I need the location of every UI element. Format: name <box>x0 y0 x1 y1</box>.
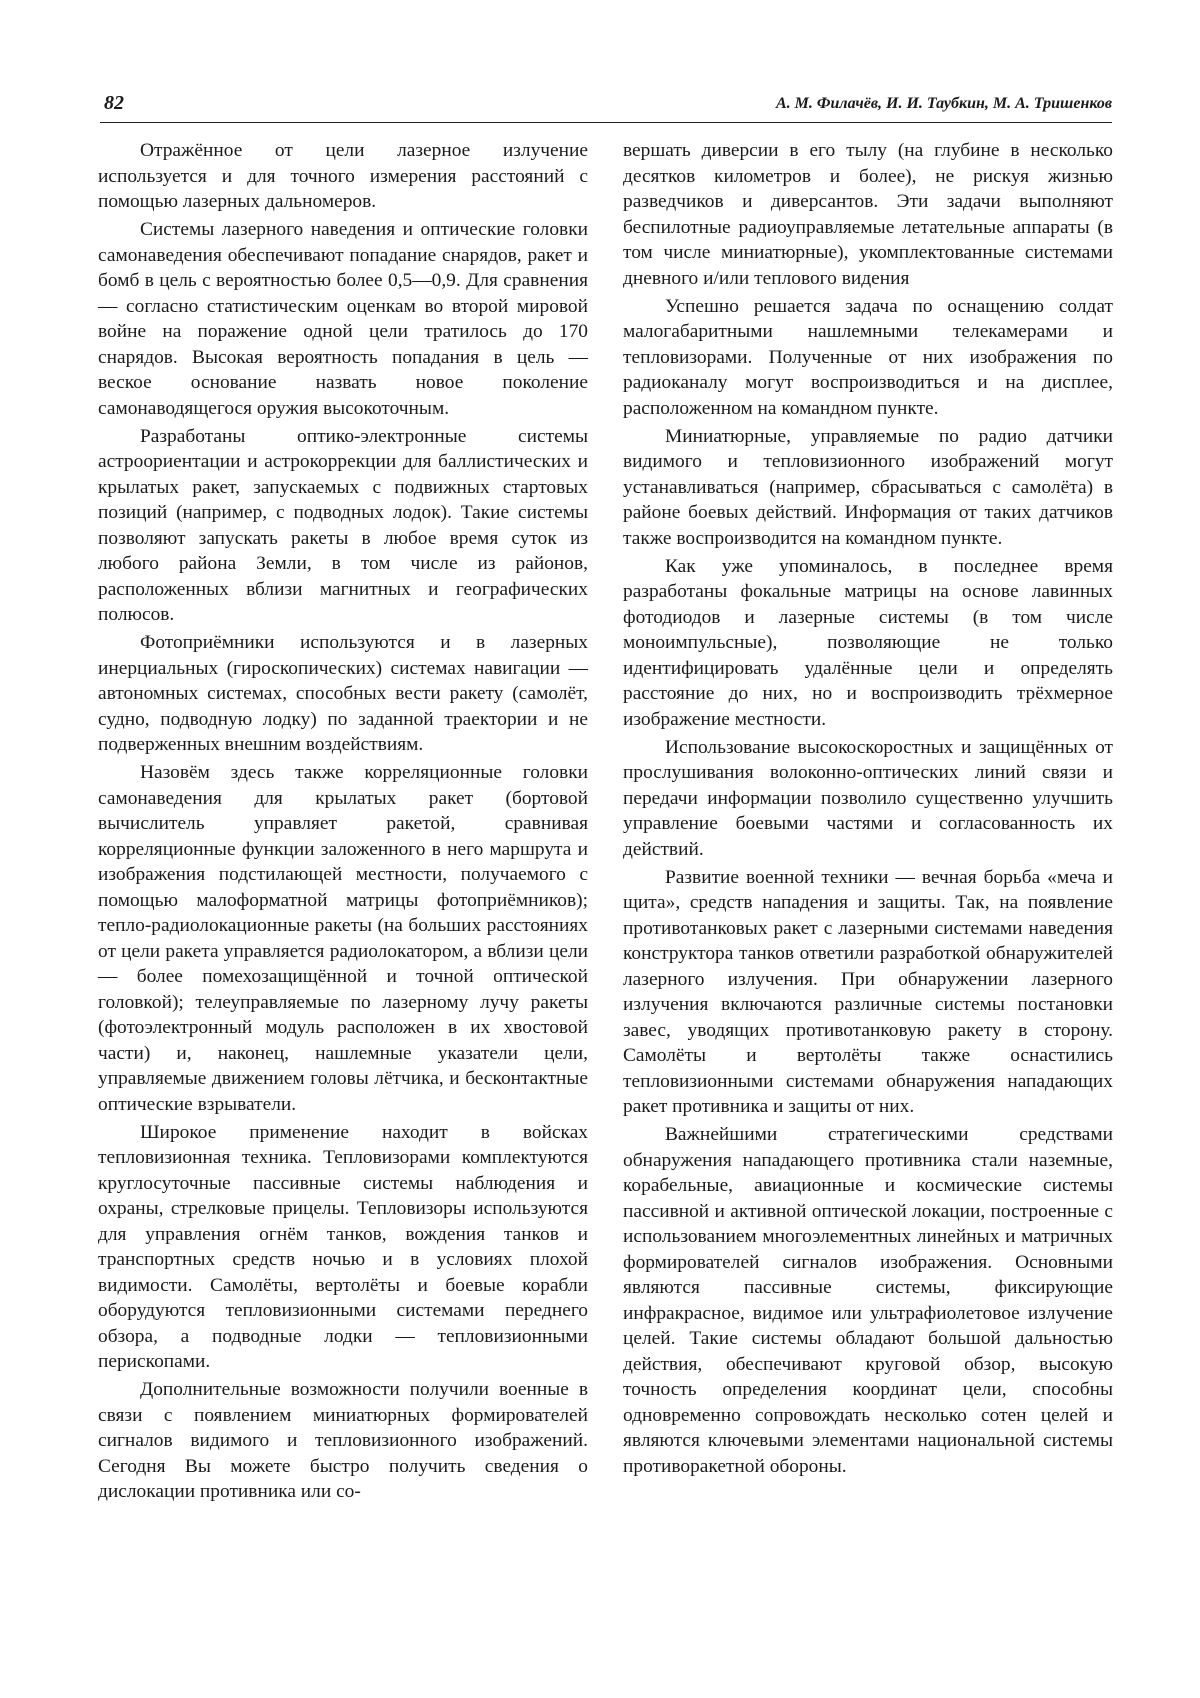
paragraph: Дополнительные возможности получили военные в связи с появлением миниатюрных формирователей сигналов видимого и тепловизионного изображений. Сегодня Вы можете быстро получить сведения о дислокации противника или со- <box>98 1379 588 1502</box>
paragraph: Успешно решается задача по оснащению солдат малогабаритными нашлемными телекамерами и тепловизорами. Полученные от них изображения по радиоканалу могут воспроизводиться и на дисплее, расположенном на командном пункте. <box>623 295 1113 419</box>
paragraph: Системы лазерного наведения и оптические головки самонаведения обеспечивают попадание снарядов, ракет и бомб в цель с вероятностью более 0,5—0,9. Для сравнения — согласно статистическим оценкам во второй мировой войне на поражение одной цели тратилось до 170 снарядов. Высокая вероятность попадания в цель — веское основание назвать новое поколение самонаводящегося оружия высокоточным. <box>98 219 588 419</box>
paragraph: Разработаны оптико-электронные системы астроориентации и астрокоррекции для баллистических и крылатых ракет, запускаемых с подвижных стартовых позиций (например, с подводных лодок). Такие системы позволяют запускать ракеты в любое время суток из любого района Земли, в том числе из районов, расположенных вблизи магнитных и географических полюсов. <box>98 425 588 625</box>
paragraph: Отражённое от цели лазерное излучение используется и для точного измерения расстояний с помощью лазерных дальномеров. <box>98 140 588 212</box>
page-number: 82 <box>104 92 124 114</box>
paragraph-continued: вершать диверсии в его тылу (на глубине в несколько десятков километров и более), не рискуя жизнью разведчиков и диверсантов. Эти задачи выполняют беспилотные радиоуправляемые летательные аппараты (в том числе миниатюрные), укомплектованные системами дневного и/или теплового видения <box>623 140 1113 289</box>
paragraph: Миниатюрные, управляемые по радио датчики видимого и тепловизионного изображений могут устанавливаться (например, сбрасываться с самолёта) в районе боевых действий. Информация от таких датчиков также воспроизводится на командном пункте. <box>623 425 1113 549</box>
paragraph: Развитие военной техники — вечная борьба «меча и щита», средств нападения и защиты. Так, на появление противотанковых ракет с лазерными системами наведения конструктора танков ответили разработкой обнаружителей лазерного излучения. При обнаружении лазерного излучения включаются различные системы постановки завес, уводящих противотанковую ракету в сторону. Самолёты и вертолёты также оснастились тепловизионными системами обнаружения нападающих ракет противника и защиты от них. <box>623 866 1113 1117</box>
right-column <box>623 138 1113 1482</box>
paragraph: Важнейшими стратегическими средствами обнаружения нападающего противника стали наземные, корабельные, авиационные и космические системы пассивной и активной оптической локации, построенные с использованием многоэлементных линейных и матричных формирователей сигналов изображения. Основными являются пассивные системы, фиксирующие инфракрасное, видимое или ультрафиолетовое излучение целей. Такие системы обладают большой дальностью действия, обеспечивают круговой обзор, высокую точность определения координат цели, способны одновременно сопровождать несколько сотен целей и являются ключевыми элементами национальной системы противоракетной обороны. <box>623 1124 1113 1477</box>
paragraph: Фотоприёмники используются и в лазерных инерциальных (гироскопических) системах навигации — автономных системах, способных вести ракету (самолёт, судно, подводную лодку) по заданной траектории и не подверженных внешним воздействиям. <box>98 632 588 755</box>
paragraph: Как уже упоминалось, в последнее время разработаны фокальные матрицы на основе лавинных фотодиодов и лазерные системы (в том числе моноимпульсные), позволяющие не только идентифицировать удалённые цели и определять расстояние до них, но и воспроизводить трёхмерное изображение местности. <box>623 555 1113 730</box>
paragraph: Назовём здесь также корреляционные головки самонаведения для крылатых ракет (бортовой вычислитель управляет ракетой, сравнивая корреляционные функции заложенного в него маршрута и изображения подстилающей местности, получаемого с помощью малоформатной матрицы фотоприёмников); тепло-радиолокационные ракеты (на больших расстояниях от цели ракета управляется радиолокатором, а вблизи цели — более помехозащищённой и точной оптической головкой); телеуправляемые по лазерному лучу ракеты (фотоэлектронный модуль расположен в их хвостовой части) и, наконец, нашлемные указатели цели, управляемые движением головы лётчика, и бесконтактные оптические взрыватели. <box>98 762 588 1115</box>
running-header <box>100 92 1112 123</box>
running-head-authors: А. М. Филачёв, И. И. Таубкин, М. А. Тришенков <box>775 95 1112 112</box>
paragraph: Использование высокоскоростных и защищённых от прослушивания волоконно-оптических линий связи и передачи информации позволило существенно улучшить управление боевыми частями и согласованность их действий. <box>623 736 1113 860</box>
paragraph: Широкое применение находит в войсках тепловизионная техника. Тепловизорами комплектуются круглосуточные пассивные системы наблюдения и охраны, стрелковые прицелы. Тепловизоры используются для управления огнём танков, вождения танков и транспортных средств ночью и в условиях плохой видимости. Самолёты, вертолёты и боевые корабли оборудуются тепловизионными системами переднего обзора, а подводные лодки — тепловизионными перископами. <box>98 1121 588 1372</box>
left-column <box>98 138 588 1507</box>
